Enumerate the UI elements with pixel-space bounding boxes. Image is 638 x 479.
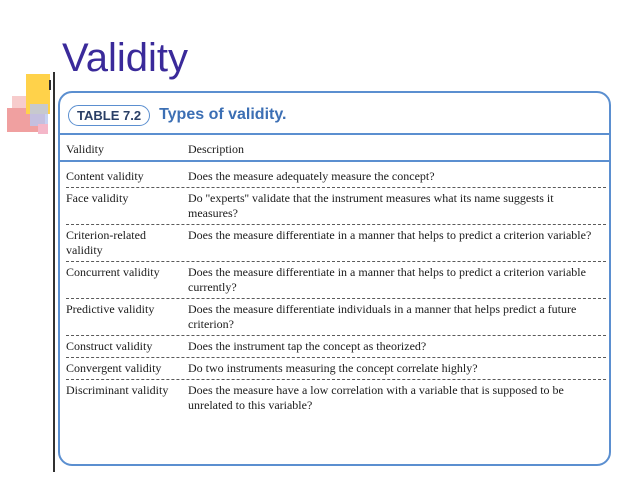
cell-description: Does the instrument tap the concept as theorized? [188, 339, 427, 353]
cell-description: Do two instruments measuring the concept correlate highly? [188, 361, 478, 375]
decor-tick [49, 80, 51, 90]
header-validity: Validity [66, 141, 104, 156]
decor-vertical-line [53, 72, 55, 472]
table-frame [58, 91, 611, 466]
validity-table [66, 137, 606, 416]
cell-validity: Content validity [66, 169, 144, 183]
table-row [66, 224, 606, 261]
cell-description: Do ''experts'' validate that the instrument measures what its name suggests it measures? [188, 191, 554, 220]
table-row [66, 379, 606, 416]
cell-validity: Face validity [66, 191, 129, 205]
table-row [66, 298, 606, 335]
rule-top [60, 133, 609, 135]
cell-validity: Criterion-related validity [66, 228, 146, 257]
table-number-label: TABLE 7.2 [68, 105, 150, 126]
decor-square-blue [30, 104, 48, 126]
cell-description: Does the measure have a low correlation with a variable that is supposed to be unrelated to this variable? [188, 383, 564, 412]
cell-validity: Convergent validity [66, 361, 162, 375]
cell-description: Does the measure differentiate individuals in a manner that helps predict a future criterion? [188, 302, 577, 331]
cell-description: Does the measure adequately measure the concept? [188, 169, 435, 183]
cell-description: Does the measure differentiate in a manner that helps to predict a criterion variable? [188, 228, 592, 242]
cell-validity: Predictive validity [66, 302, 155, 316]
cell-description: Does the measure differentiate in a manner that helps to predict a criterion variable currently? [188, 265, 586, 294]
table-row [66, 357, 606, 379]
slide-title: Validity [62, 36, 188, 80]
table-caption [68, 103, 287, 127]
header-description: Description [188, 141, 244, 156]
table-row [66, 335, 606, 357]
cell-validity: Construct validity [66, 339, 153, 353]
table-title: Types of validity. [159, 106, 287, 123]
table-row [66, 187, 606, 224]
table-row [66, 166, 606, 187]
table-row [66, 261, 606, 298]
table-header-row [66, 137, 606, 161]
cell-validity: Concurrent validity [66, 265, 160, 279]
cell-validity: Discriminant validity [66, 383, 169, 397]
decor-square-small [38, 124, 48, 134]
